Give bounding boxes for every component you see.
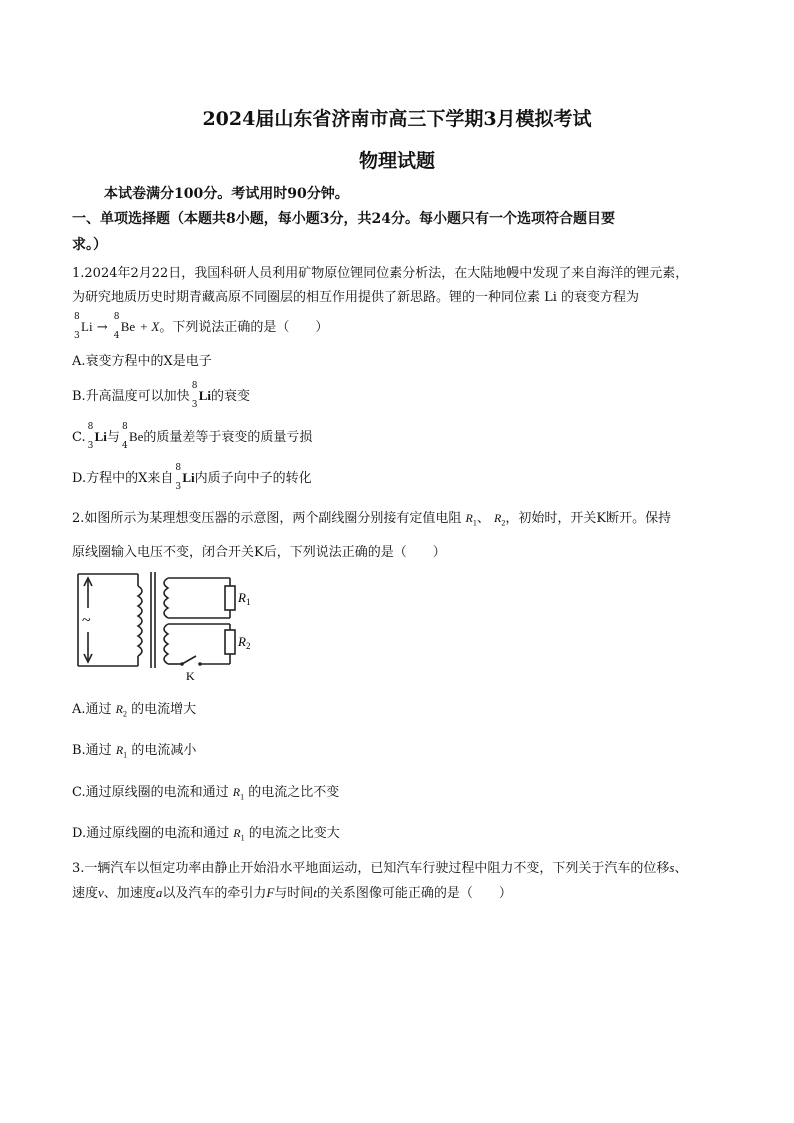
q1-stem-line2: 为研究地质历史时期青藏高原不同圈层的相互作用提供了新思路。锂的一种同位素 Li 的衰变方程为 <box>72 290 640 305</box>
option-text: 的电流之比不变 <box>248 785 340 800</box>
resistor-label <box>233 826 245 843</box>
q2-option-a <box>72 698 196 718</box>
ac-source-symbol: ~ <box>82 612 91 629</box>
arrow: → <box>96 320 108 335</box>
stem-text: 2.如图所示为某理想变压器的示意图，两个副线圈分别接有定值电阻 <box>72 511 462 526</box>
option-text: B.升高温度可以加快 <box>72 389 190 404</box>
option-text: 的电流之比变大 <box>248 826 340 841</box>
stem-text: ，初始时，开关K断开。保持 <box>505 511 672 526</box>
symbol: R <box>494 511 502 525</box>
r2-figure-label <box>237 634 250 651</box>
separator: 、 <box>476 511 490 526</box>
element-symbol: Li <box>182 470 195 485</box>
resistor-label <box>115 702 128 719</box>
section-heading-1: 一、单项选择题（本题共8小题，每小题3分，共24分。每小题只有一个选项符合题目要 <box>72 211 615 227</box>
element-symbol: Be <box>128 429 144 444</box>
mass-number: 8 <box>191 381 198 391</box>
symbol: R <box>233 826 241 840</box>
resistor-label <box>115 743 128 760</box>
symbol: R <box>115 743 124 757</box>
nuclide-li <box>175 463 195 492</box>
q1-option-d <box>72 463 312 492</box>
symbol: R <box>465 511 473 525</box>
stem-text: 与时间 <box>274 886 314 901</box>
subscript: 2 <box>123 709 128 719</box>
subscript: 1 <box>245 597 251 607</box>
switch-k-blade <box>182 656 196 664</box>
stem-text: 的关系图像可能正确的是（ ） <box>316 886 512 901</box>
option-text: 的电流增大 <box>131 702 197 717</box>
nuclide-li <box>87 422 107 451</box>
q2-option-d <box>72 822 340 842</box>
var-t: t <box>313 885 317 900</box>
var-v: v <box>98 885 104 900</box>
stem-text: 以及汽车的牵引力 <box>162 886 267 901</box>
r1-figure-label <box>237 590 250 607</box>
element-symbol: Li <box>81 319 93 334</box>
option-text: B.通过 <box>72 743 112 758</box>
q2-option-c <box>72 781 339 801</box>
option-text: A.通过 <box>72 702 112 717</box>
secondary-coil-2 <box>164 624 168 664</box>
mass-number: 8 <box>121 422 128 432</box>
option-text: D.通过原线圈的电流和通过 <box>72 826 230 841</box>
option-text: D.方程中的X来自 <box>72 471 174 486</box>
element-symbol: Li <box>94 429 107 444</box>
exam-intro: 本试卷满分100分。考试用时90分钟。 <box>104 186 349 202</box>
primary-coil <box>138 586 142 656</box>
q1-option-a: A.衰变方程中的X是电子 <box>72 354 212 369</box>
mass-number: 8 <box>74 312 80 322</box>
nuclide-be <box>121 422 144 451</box>
secondary-coil-1 <box>164 578 168 618</box>
charge-number: 3 <box>191 400 198 410</box>
charge-number: 3 <box>87 441 94 451</box>
nuclide-be <box>113 312 136 341</box>
option-text: 的质量差等于衰变的质量亏损 <box>143 430 313 445</box>
stem-text: 3.一辆汽车以恒定功率由静止开始沿水平地面运动，已知汽车行驶过程中阻力不变，下列关于汽车的位移 <box>72 861 670 876</box>
charge-number: 3 <box>175 482 182 492</box>
q1-option-b <box>72 381 250 410</box>
section-heading-2: 求。） <box>72 237 107 253</box>
nuclide-li <box>74 312 93 341</box>
subscript: 1 <box>472 518 477 528</box>
switch-k-label: K <box>186 669 195 683</box>
nuclide-li <box>191 381 211 410</box>
mass-number: 8 <box>87 422 94 432</box>
switch-pivot <box>180 662 184 666</box>
symbol: R <box>232 785 241 799</box>
resistor-r1-label <box>465 511 477 528</box>
symbol: R <box>115 702 124 716</box>
option-text: C. <box>72 430 86 445</box>
transformer-circuit-diagram <box>72 566 272 684</box>
charge-number: 3 <box>74 331 80 341</box>
mass-number: 8 <box>113 312 120 322</box>
subscript: 2 <box>501 518 506 528</box>
page-title: 2024届山东省济南市高三下学期3月模拟考试 <box>202 108 592 130</box>
q3-stem-line1 <box>72 857 687 876</box>
resistor-r1 <box>225 586 235 610</box>
subscript: 1 <box>123 750 128 760</box>
option-text: 的电流减小 <box>131 743 197 758</box>
var-s: s <box>669 860 675 875</box>
q2-option-b <box>72 739 196 759</box>
q2-stem-line2: 原线圈输入电压不变，闭合开关K后，下列说法正确的是（ ） <box>72 545 446 560</box>
element-symbol: Be <box>120 319 136 334</box>
resistor-r2-label <box>494 511 506 528</box>
element-symbol: Li <box>198 388 211 403</box>
var-a: a <box>155 885 163 900</box>
resistor-r2 <box>225 630 235 654</box>
mass-number: 8 <box>175 463 182 473</box>
var-f: F <box>266 885 275 900</box>
stem-text: 速度 <box>72 886 99 901</box>
plus-x: + X <box>139 319 160 334</box>
symbol: R <box>238 590 246 605</box>
q1-prompt: 。下列说法正确的是（ ） <box>159 320 329 335</box>
option-text: 的衰变 <box>210 389 250 404</box>
option-text: 内质子向中子的转化 <box>194 471 312 486</box>
subscript: 1 <box>240 792 245 802</box>
switch-contact <box>198 662 202 666</box>
stem-text: 、 <box>674 861 688 876</box>
charge-number: 4 <box>121 441 128 451</box>
q1-equation <box>72 312 329 341</box>
option-text: C.通过原线圈的电流和通过 <box>72 785 229 800</box>
resistor-label <box>232 785 245 802</box>
q3-stem-line2 <box>72 882 512 901</box>
q1-stem-line1: 1.2024年2月22日，我国科研人员利用矿物原位锂同位素分析法，在大陆地幔中发现了来自海洋的锂元素， <box>72 266 689 281</box>
charge-number: 4 <box>113 331 120 341</box>
q2-stem-line1 <box>72 507 671 527</box>
subscript: 1 <box>240 833 245 843</box>
option-text: 与 <box>106 430 120 445</box>
page-subtitle: 物理试题 <box>358 150 435 172</box>
q1-option-c <box>72 422 313 451</box>
symbol: R <box>238 634 246 649</box>
subscript: 2 <box>245 641 251 651</box>
stem-text: 、加速度 <box>103 886 156 901</box>
